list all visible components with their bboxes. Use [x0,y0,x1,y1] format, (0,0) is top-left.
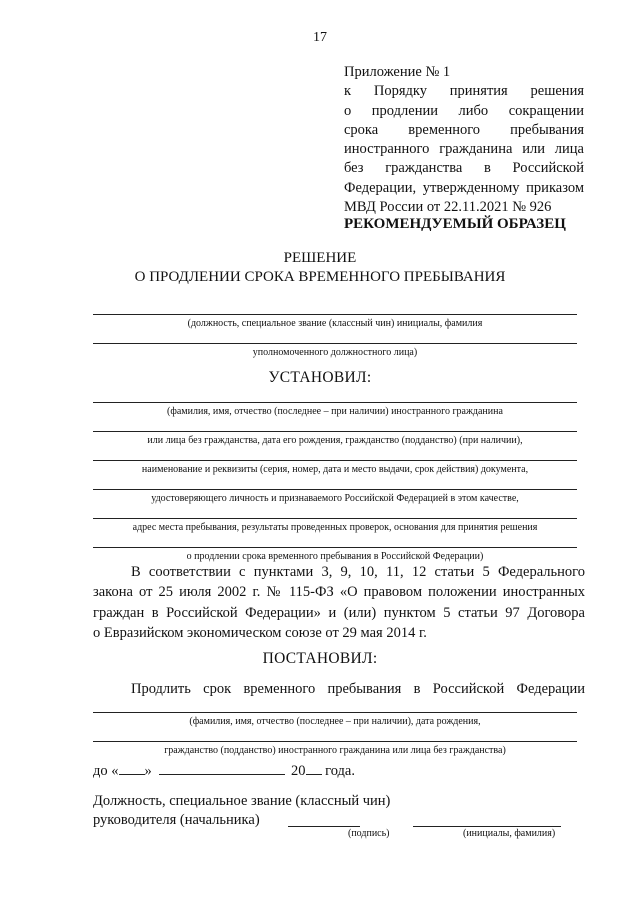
signature-caption: (подпись) [348,828,390,839]
field-caption: уполномоченного должностного лица) [252,347,418,358]
field-caption: (фамилия, имя, отчество (последнее – при наличии), дата рождения, [189,716,481,727]
foreigner-input-line[interactable] [93,431,577,432]
field-caption: или лица без гражданства, дата его рождения, гражданство (подданство) (при наличии), [147,435,523,446]
month-input[interactable] [159,761,285,775]
name-input-line[interactable] [413,826,561,827]
appendix-line: Федерации, утвержденному приказом [344,179,584,196]
signatory-position-line1: Должность, специальное звание (классный чин) [93,793,391,809]
appendix-line: иностранного гражданина или лица [344,141,584,158]
signature-input-line[interactable] [288,826,360,827]
signatory-position-line2: руководителя (начальника) [93,812,260,828]
until-date-line [93,761,355,780]
year-suffix: года. [325,763,355,779]
appendix-line: Приложение № 1 [344,64,451,80]
appendix-line: МВД России от 22.11.2021 № 926 [344,199,552,216]
official-input-line[interactable] [93,343,577,344]
recommended-sample-label: РЕКОМЕНДУЕМЫЙ ОБРАЗЕЦ [344,216,566,232]
appendix-block [344,63,584,217]
year-input[interactable] [306,761,322,775]
foreigner-input-line[interactable] [93,489,577,490]
established-heading: УСТАНОВИЛ: [268,369,372,386]
paragraph-line: закона от 25 июля 2002 г. № 115-ФЗ «О правовом положении иностранных [93,584,585,601]
field-caption: (фамилия, имя, отчество (последнее – при наличии) иностранного гражданина [167,406,503,417]
field-caption: гражданство (подданство) иностранного гражданина или лица без гражданства) [164,745,506,756]
document-subtitle: О ПРОДЛЕНИИ СРОКА ВРЕМЕННОГО ПРЕБЫВАНИЯ [134,269,506,285]
page-number: 17 [313,30,327,45]
paragraph-line: В соответствии с пунктами 3, 9, 10, 11, 12 статьи 5 Федерального [131,564,585,580]
appendix-line: к Порядку принятия решения [344,83,584,100]
person-input-line[interactable] [93,712,577,713]
foreigner-input-line[interactable] [93,547,577,548]
field-caption: наименование и реквизиты (серия, номер, дата и место выдачи, срок действия) документа, [141,464,529,475]
until-mid: » [144,763,152,779]
legal-basis-paragraph [93,562,585,643]
field-caption: (должность, специальное звание (классный чин) инициалы, фамилия [187,318,483,329]
paragraph-line: о Евразийском экономическом союзе от 29 мая 2014 г. [93,624,427,641]
document-title: РЕШЕНИЕ [283,250,357,266]
day-input[interactable] [119,761,145,775]
appendix-line: о продлении либо сокращении [344,102,584,119]
field-caption: удостоверяющего личность и признаваемого Российской Федерацией в этом качестве, [151,493,519,504]
until-prefix: до « [93,763,119,779]
name-caption: (инициалы, фамилия) [463,828,556,839]
person-input-line[interactable] [93,741,577,742]
extend-statement: Продлить срок временного пребывания в Российской Федерации [131,681,585,697]
field-caption: адрес места пребывания, результаты проведенных проверок, основания для принятия решения [132,522,538,533]
foreigner-input-line[interactable] [93,460,577,461]
official-input-line[interactable] [93,314,577,315]
appendix-line: срока временного пребывания [344,121,584,138]
year-prefix: 20 [291,763,306,779]
foreigner-input-line[interactable] [93,518,577,519]
field-caption: о продлении срока временного пребывания в Российской Федерации) [186,551,484,562]
appendix-line: без гражданства в Российской [344,160,584,177]
foreigner-input-line[interactable] [93,402,577,403]
paragraph-line: граждан в Российской Федерации» и (или) пунктом 5 статьи 97 Договора [93,604,585,621]
decided-heading: ПОСТАНОВИЛ: [262,650,378,667]
